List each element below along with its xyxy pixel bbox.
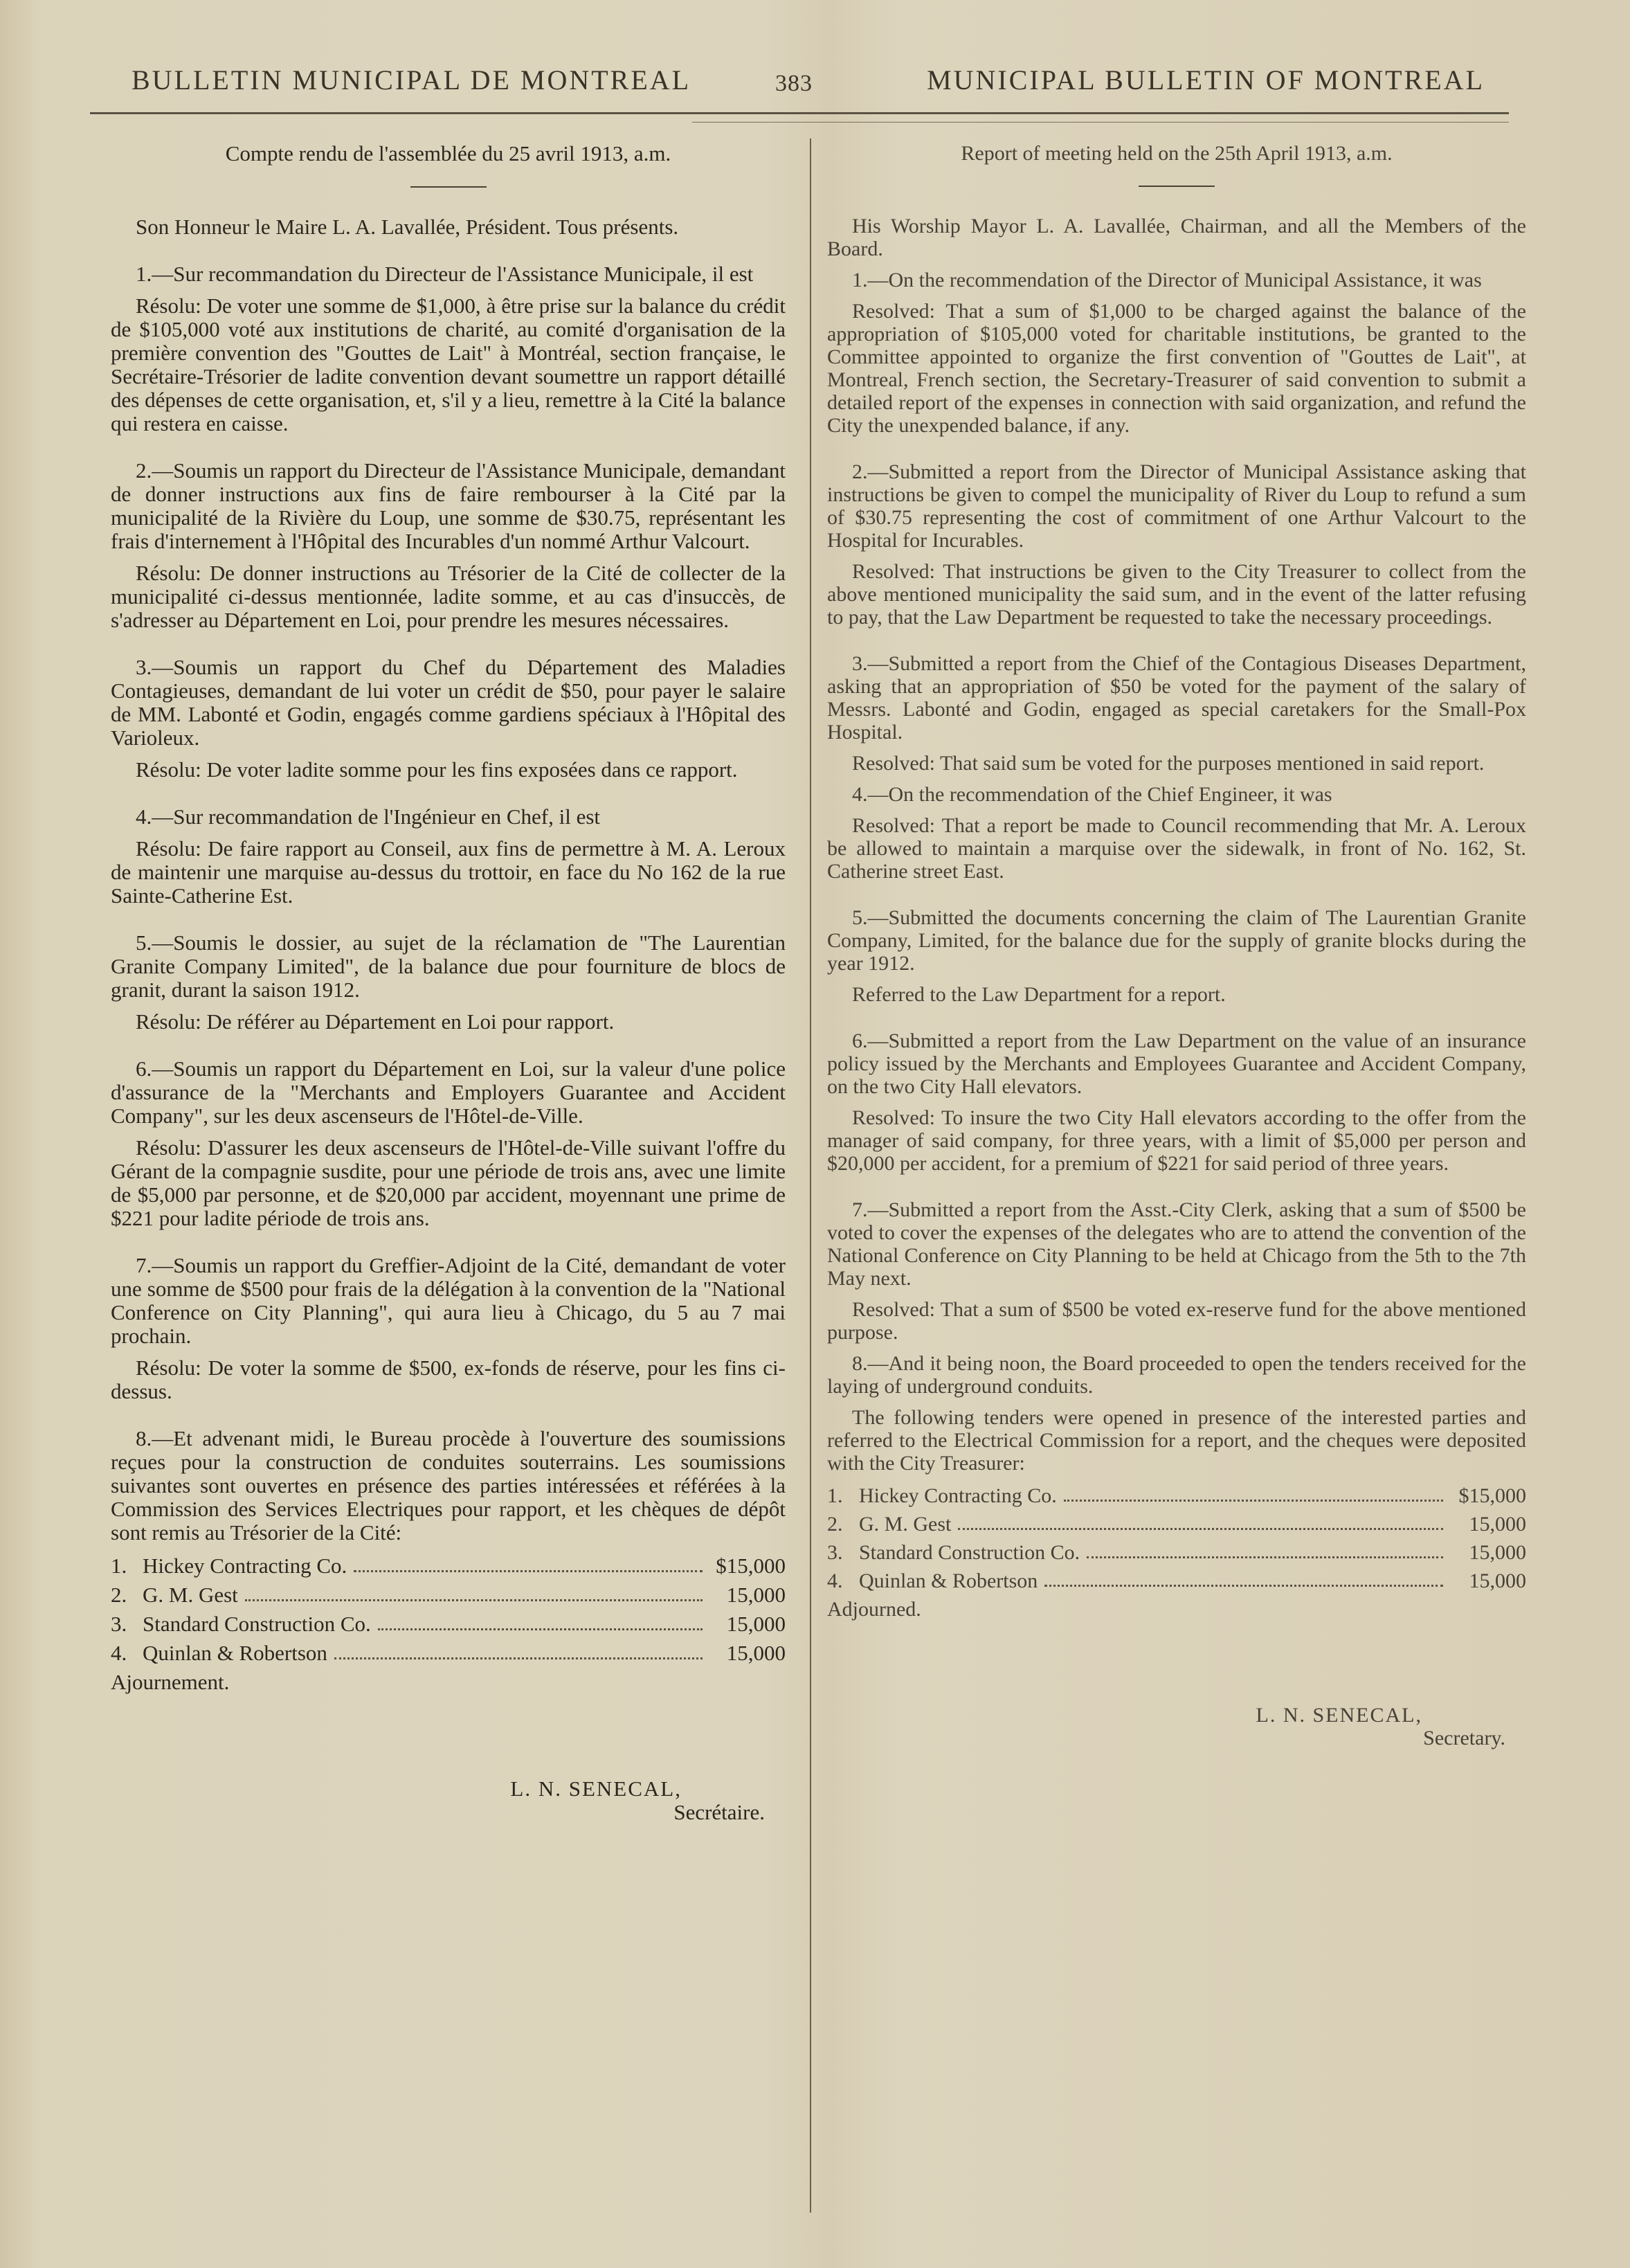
english-item: 3.—Submitted a report from the Chief of the Contagious Diseases Department, asking that an appropriation of $50 be voted for the payment of the salary of Messrs. Labonté and Godin, engaged as special caretakers for the Small-Pox Hospital. [827, 652, 1526, 744]
english-title: Report of meeting held on the 25th April 1913, a.m. [961, 142, 1393, 165]
english-item: 1.—On the recommendation of the Director of Municipal Assistance, it was [852, 269, 1482, 291]
french-intro: Son Honneur le Maire L. A. Lavallée, Président. Tous présents. [136, 215, 679, 239]
list-item: 1. Hickey Contracting Co. $15,000 [111, 1554, 786, 1578]
title-dash [1139, 186, 1215, 187]
english-item: Referred to the Law Department for a report. [852, 983, 1226, 1006]
list-item: 4. Quinlan & Robertson 15,000 [111, 1641, 786, 1665]
english-item: 2.—Submitted a report from the Director of Municipal Assistance asking that instructions be given to compel the municipality of River du Loup to refund a sum of $30.75 representing the cost of commitment of one Arthur Valcourt to the Hospital for Incurables. [827, 460, 1526, 552]
french-item: 4.—Sur recommandation de l'Ingénieur en Chef, il est [136, 804, 601, 829]
french-title: Compte rendu de l'assemblée du 25 avril 1913, a.m. [225, 141, 671, 165]
english-item: Resolved: That said sum be voted for the purposes mentioned in said report. [852, 752, 1485, 775]
french-item: Résolu: De voter la somme de $500, ex-fonds de réserve, pour les fins ci-dessus. [111, 1356, 786, 1403]
column-divider [810, 138, 811, 2213]
french-item: 6.—Soumis un rapport du Département en Loi, sur la valeur d'une police d'assurance de la "Merchants and Employers Guarantee and Accident Company", sur les deux ascenseurs de l'Hôtel-de-Ville. [111, 1056, 786, 1128]
french-item: 7.—Soumis un rapport du Greffier-Adjoint de la Cité, demandant de voter une somme de $500 pour frais de la délégation à la convention de la "National Conference on City Planning", qui aura lieu à Chicago, du 5 au 7 mai prochain. [111, 1253, 786, 1348]
english-tender-list [827, 1484, 1526, 1592]
page-number: 383 [775, 71, 813, 96]
header-rule-secondary [692, 122, 1509, 123]
signature-role: Secrétaire. [673, 1800, 765, 1824]
page-header [125, 64, 1485, 105]
french-item: Résolu: De référer au Département en Loi pour rapport. [136, 1009, 615, 1034]
english-item: Resolved: That a report be made to Council recommending that Mr. A. Leroux be allowed to maintain a marquise over the sidewalk, in front of No. 162, St. Catherine street East. [827, 814, 1526, 883]
list-item: 4. Quinlan & Robertson 15,000 [827, 1569, 1526, 1592]
english-adjourned: Adjourned. [827, 1598, 921, 1621]
header-title-english: MUNICIPAL BULLETIN OF MONTREAL [927, 64, 1485, 96]
english-item: 5.—Submitted the documents concerning the claim of The Laurentian Granite Company, Limited, for the balance due for the supply of granite blocks during the year 1912. [827, 906, 1526, 975]
english-item: Resolved: That instructions be given to the City Treasurer to collect from the above mentioned municipality the said sum, and in the event of the latter refusing to pay, that the Law Department be requested to take the necessary proceedings. [827, 560, 1526, 629]
signature-role: Secretary. [1423, 1727, 1505, 1749]
french-item: 5.—Soumis le dossier, au sujet de la réclamation de "The Laurentian Granite Company Limited", de la balance due pour fourniture de blocs de granit, durant la saison 1912. [111, 930, 786, 1002]
english-signature [827, 1704, 1526, 1749]
french-item: 1.—Sur recommandation du Directeur de l'Assistance Municipale, il est [136, 262, 754, 286]
title-dash [410, 186, 487, 188]
french-item: Résolu: D'assurer les deux ascenseurs de l'Hôtel-de-Ville suivant l'offre du Gérant de la compagnie susdite, pour une période de trois ans, avec une limite de $5,000 par personne, et de $20,000 par accident, moyennant une prime de $221 pour ladite période de trois ans. [111, 1135, 786, 1230]
english-column [827, 135, 1526, 1749]
list-item: 3. Standard Construction Co. 15,000 [111, 1612, 786, 1636]
english-item: Resolved: That a sum of $1,000 to be charged against the balance of the appropriation of $105,000 voted for charitable institutions, be granted to the Committee appointed to organize the first convention of "Gouttes de Lait", at Montreal, French section, the Secretary-Treasurer of said convention to submit a detailed report of the expenses in connection with said organization, and refund the City the unexpended balance, if any. [827, 300, 1526, 437]
header-title-french: BULLETIN MUNICIPAL DE MONTREAL [132, 64, 691, 96]
english-item: The following tenders were opened in presence of the interested parties and referred to the Electrical Commission for a report, and the cheques were deposited with the City Treasurer: [827, 1406, 1526, 1475]
french-item: 3.—Soumis un rapport du Chef du Département des Maladies Contagieuses, demandant de lui voter un crédit de $50, pour payer le salaire de MM. Labonté et Godin, engagés comme gardiens spéciaux à l'Hôpital des Varioleux. [111, 655, 786, 750]
french-adjourned: Ajournement. [111, 1670, 230, 1694]
french-item: 2.—Soumis un rapport du Directeur de l'Assistance Municipale, demandant de donner instructions aux fins de faire rembourser à la Cité par la municipalité de la Rivière du Loup, une somme de $30.75, représentant les frais d'internement à l'Hôpital des Incurables d'un nommé Arthur Valcourt. [111, 458, 786, 553]
list-item: 2. G. M. Gest 15,000 [827, 1513, 1526, 1536]
french-item: Résolu: De voter une somme de $1,000, à être prise sur la balance du crédit de $105,000 voté aux institutions de charité, au comité d'organisation de la première convention des "Gouttes de Lait" à Montréal, section française, le Secrétaire-Trésorier de ladite convention devant soumettre un rapport détaillé des dépenses de cette organisation, et, s'il y a lieu, remettre à la Cité la balance qui restera en caisse. [111, 294, 786, 435]
french-column [111, 135, 786, 1824]
signature-name: L. N. SENECAL, [1256, 1704, 1422, 1727]
english-item: 4.—On the recommendation of the Chief Engineer, it was [852, 783, 1332, 806]
french-tender-list [111, 1554, 786, 1665]
french-signature [111, 1777, 786, 1824]
list-item: 3. Standard Construction Co. 15,000 [827, 1541, 1526, 1564]
english-item: 6.—Submitted a report from the Law Department on the value of an insurance policy issued by the Merchants and Employees Guarantee and Accident Company, on the two City Hall elevators. [827, 1029, 1526, 1098]
signature-name: L. N. SENECAL, [510, 1776, 682, 1801]
list-item: 2. G. M. Gest 15,000 [111, 1583, 786, 1607]
english-item: Resolved: That a sum of $500 be voted ex-reserve fund for the above mentioned purpose. [827, 1298, 1526, 1344]
header-rule [90, 112, 1509, 114]
english-item: 7.—Submitted a report from the Asst.-City Clerk, asking that a sum of $500 be voted to cover the expenses of the delegates who are to attend the convention of the National Conference on City Planning to be held at Chicago from the 5th to the 7th May next. [827, 1198, 1526, 1290]
french-item: Résolu: De faire rapport au Conseil, aux fins de permettre à M. A. Leroux de maintenir une marquise au-dessus du trottoir, en face du No 162 de la rue Sainte-Catherine Est. [111, 836, 786, 908]
french-item: 8.—Et advenant midi, le Bureau procède à l'ouverture des soumissions reçues pour la construction de conduites souterrains. Les soumissions suivantes sont ouvertes en présence des parties intéressées et référées à la Commission des Services Electriques pour rapport, et les chèques de dépôt sont remis au Trésorier de la Cité: [111, 1426, 786, 1545]
english-intro: His Worship Mayor L. A. Lavallée, Chairman, and all the Members of the Board. [827, 215, 1526, 260]
list-item: 1. Hickey Contracting Co. $15,000 [827, 1484, 1526, 1507]
french-item: Résolu: De voter ladite somme pour les fins exposées dans ce rapport. [136, 757, 738, 782]
french-item: Résolu: De donner instructions au Trésorier de la Cité de collecter de la municipalité ci-dessus mentionnée, ladite somme, et au cas d'insuccès, de s'adresser au Département en Loi, pour prendre les mesures nécessaires. [111, 561, 786, 632]
english-item: 8.—And it being noon, the Board proceeded to open the tenders received for the laying of underground conduits. [827, 1352, 1526, 1398]
english-item: Resolved: To insure the two City Hall elevators according to the offer from the manager of said company, for three years, with a limit of $5,000 per person and $20,000 per accident, for a premium of $221 for said period of three years. [827, 1106, 1526, 1175]
